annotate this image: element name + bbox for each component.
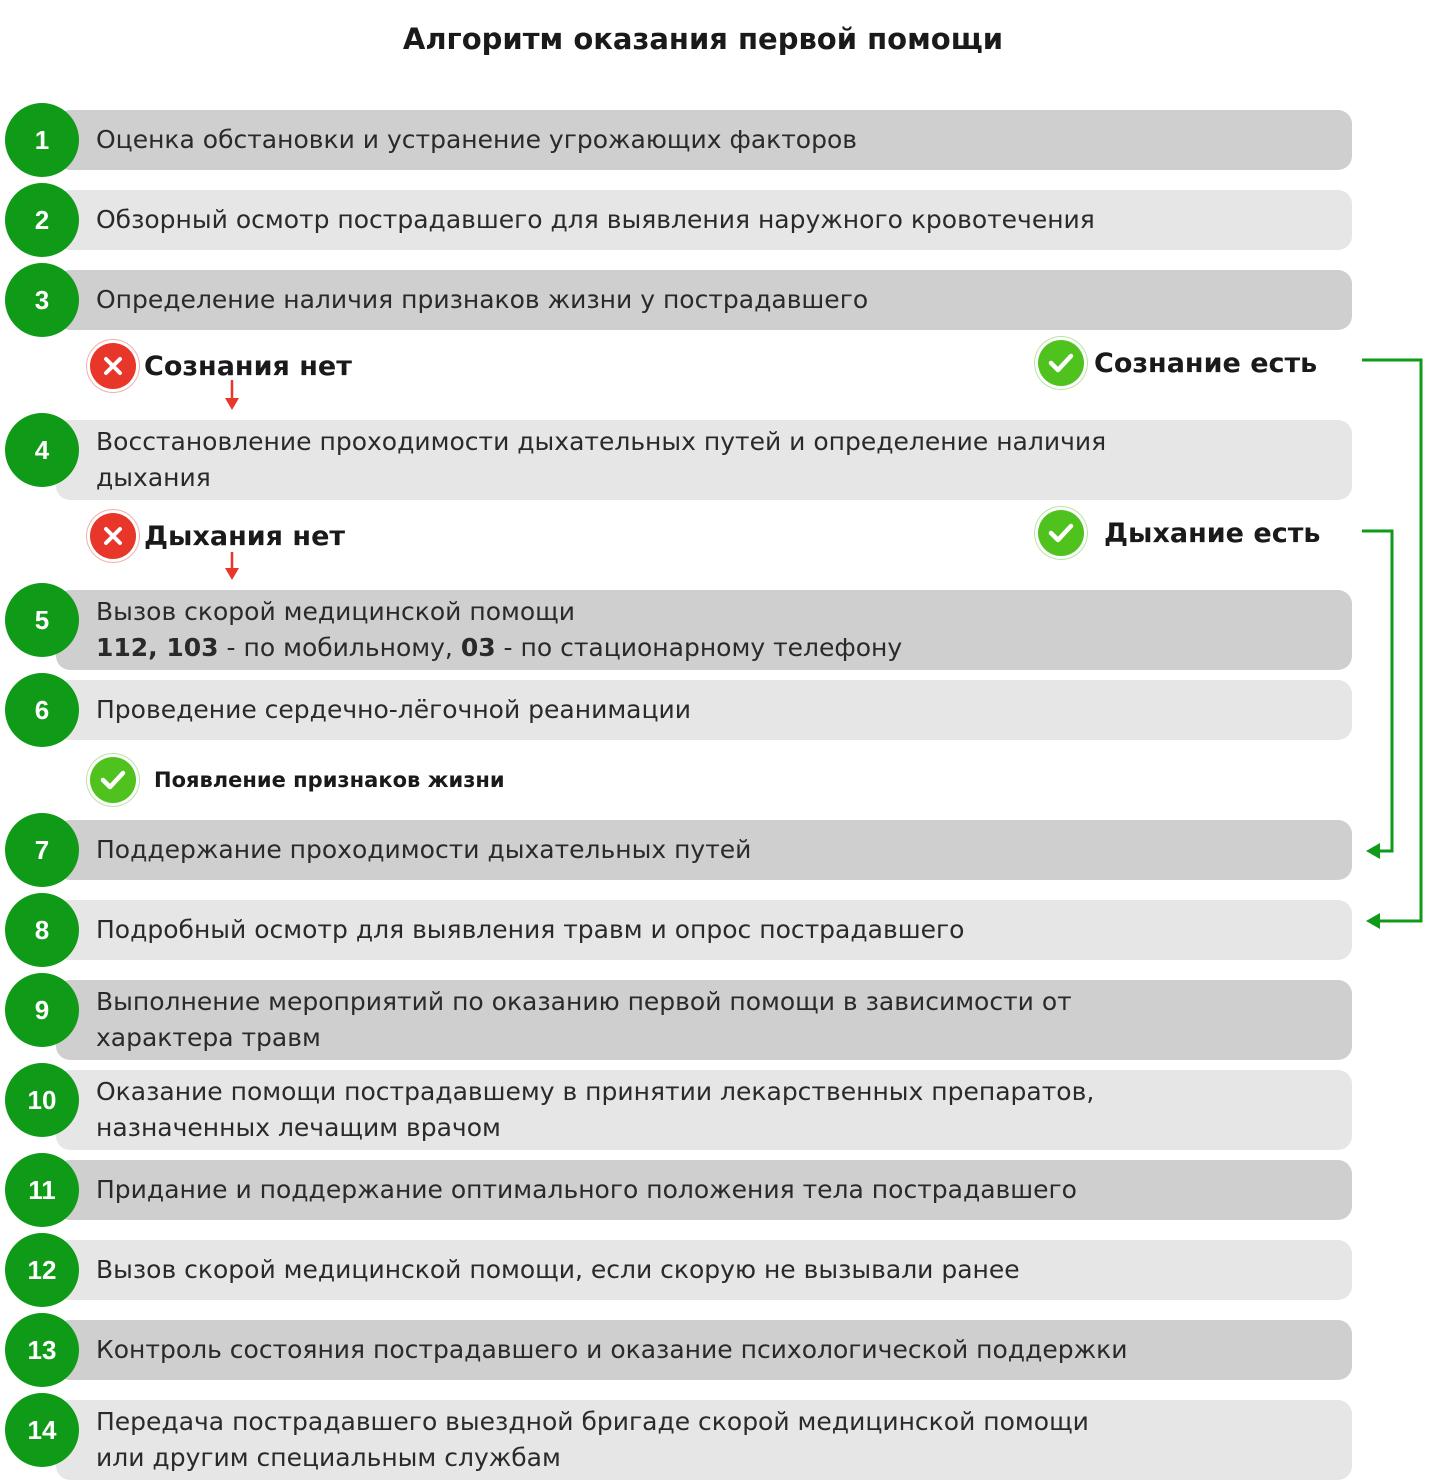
step-2-number: 2: [5, 183, 79, 257]
step-9-line2: характера травм: [96, 1023, 321, 1052]
step-12-text: Вызов скорой медицинской помощи, если скорую не вызывали ранее: [96, 1255, 1020, 1284]
step-1-number: 1: [5, 103, 79, 177]
step-9-number: 9: [5, 973, 79, 1047]
step-4-number: 4: [5, 413, 79, 487]
step-3-text: Определение наличия признаков жизни у пострадавшего: [96, 285, 869, 314]
landline-number: 03: [460, 633, 496, 662]
step-11-number: 11: [5, 1153, 79, 1227]
red-arrow-breathing: [225, 552, 239, 580]
step-14-line1: Передача пострадавшего выездной бригаде скорой медицинской помощи: [96, 1407, 1089, 1436]
branch-no-breathing-label: Дыхания нет: [144, 520, 346, 552]
step-4-line2: дыхания: [96, 463, 211, 492]
step-13-text: Контроль состояния пострадавшего и оказание психологической поддержки: [96, 1335, 1128, 1364]
step-10-number: 10: [5, 1063, 79, 1137]
branch-breathing-yes-label: Дыхание есть: [1104, 517, 1321, 549]
step-1-text: Оценка обстановки и устранение угрожающих факторов: [96, 125, 857, 154]
page-title: Алгоритм оказания первой помощи: [402, 22, 1004, 56]
step-14-line2: или другим специальным службам: [96, 1443, 561, 1472]
step-2-text: Обзорный осмотр пострадавшего для выявления наружного кровотечения: [96, 205, 1095, 234]
branch-consciousness-yes-label: Сознание есть: [1094, 347, 1318, 379]
step-13-number: 13: [5, 1313, 79, 1387]
landline-text: - по стационарному телефону: [495, 633, 903, 662]
green-arrow-to-step-7: [1362, 531, 1392, 859]
branch-signs-of-life-label: Появление признаков жизни: [154, 768, 505, 792]
step-5-number: 5: [5, 583, 79, 657]
step-6-text: Проведение сердечно-лёгочной реанимации: [96, 695, 692, 724]
mobile-text: - по мобильному,: [218, 633, 461, 662]
step-10-line1: Оказание помощи пострадавшему в принятии лекарственных препаратов,: [96, 1077, 1095, 1106]
branch-no-consciousness-label: Сознания нет: [144, 350, 352, 382]
step-9-line1: Выполнение мероприятий по оказанию первой помощи в зависимости от: [96, 987, 1072, 1016]
mobile-numbers: 112, 103: [96, 633, 219, 662]
step-11-text: Придание и поддержание оптимального положения тела пострадавшего: [96, 1175, 1077, 1204]
step-12-number: 12: [5, 1233, 79, 1307]
step-6-number: 6: [5, 673, 79, 747]
step-8-text: Подробный осмотр для выявления травм и опрос пострадавшего: [96, 915, 965, 944]
step-4-line1: Восстановление проходимости дыхательных путей и определение наличия: [96, 427, 1107, 456]
step-10-line2: назначенных лечащим врачом: [96, 1113, 501, 1142]
step-7-text: Поддержание проходимости дыхательных путей: [96, 835, 752, 864]
step-5-line1: Вызов скорой медицинской помощи: [96, 597, 575, 626]
step-8-number: 8: [5, 893, 79, 967]
red-arrow-consciousness: [225, 380, 239, 410]
step-14-number: 14: [5, 1393, 79, 1467]
step-7-number: 7: [5, 813, 79, 887]
step-3-number: 3: [5, 263, 79, 337]
